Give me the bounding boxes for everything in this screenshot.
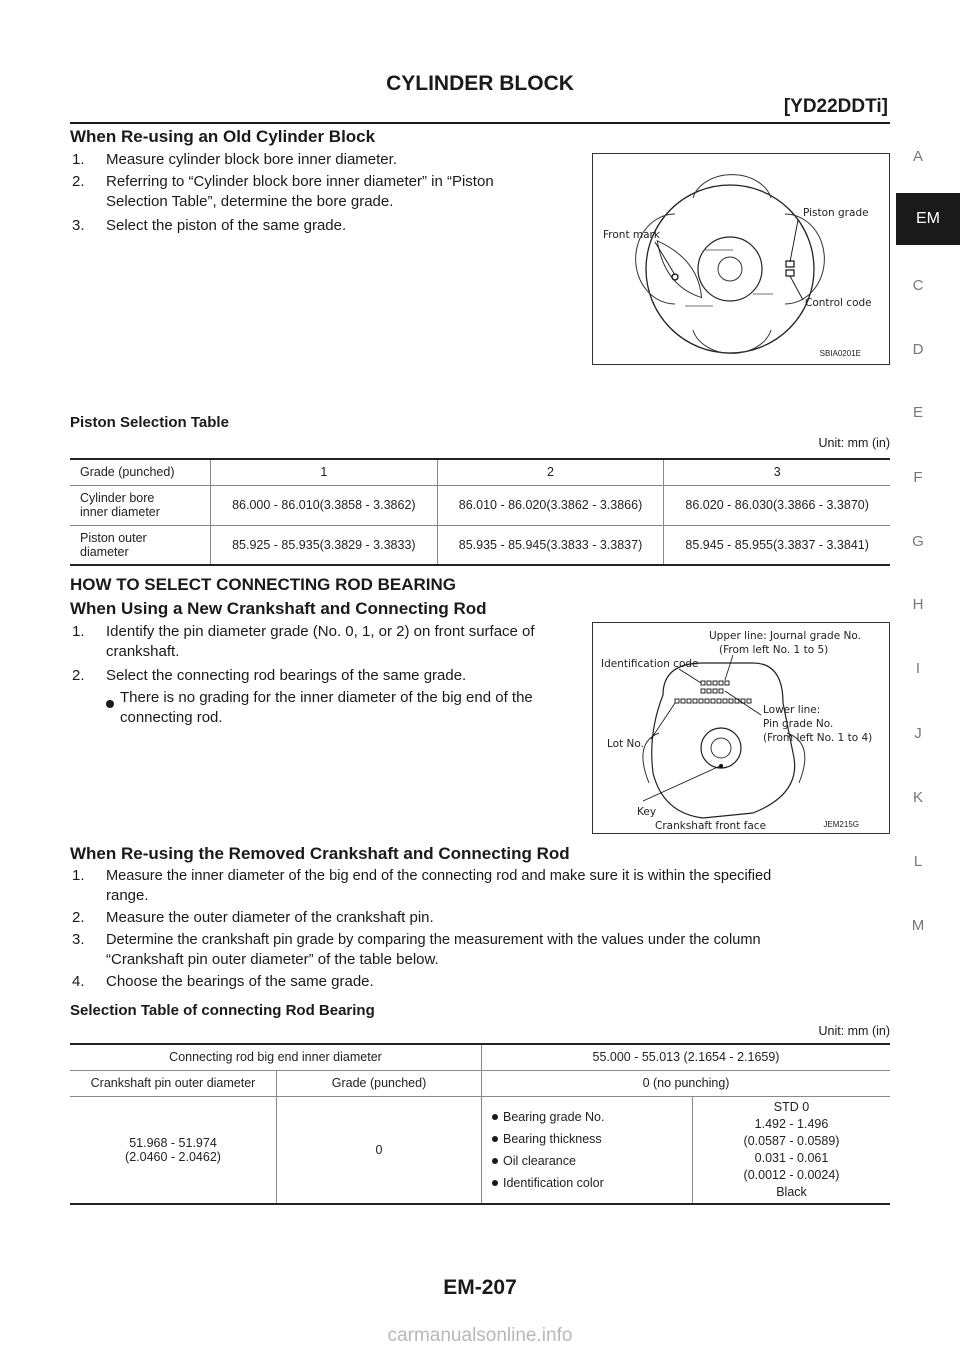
step-item: 2. Referring to “Cylinder block bore inner diameter” in “Piston Selection Table”, determine the bore grade. xyxy=(72,173,494,210)
fig-label-upper-line: Upper line: Journal grade No. xyxy=(709,630,861,642)
page-title: CYLINDER BLOCK xyxy=(386,72,574,95)
table-row: Grade (punched) 1 2 3 xyxy=(70,459,890,485)
nav-letter-e[interactable]: E xyxy=(912,404,923,421)
bullet-icon xyxy=(492,1136,498,1142)
step-item: 3. Select the piston of the same grade. xyxy=(72,217,347,234)
crankshaft-front-illustration xyxy=(593,623,889,833)
fig-label-upper-range: (From left No. 1 to 5) xyxy=(719,644,829,656)
fig-label-piston-grade: Piston grade xyxy=(803,207,869,219)
piston-grade-figure xyxy=(592,153,890,365)
bullet-icon xyxy=(106,700,114,708)
fig-label-identification-code: Identification code xyxy=(601,658,699,670)
table-row: 51.968 - 51.974 (2.0460 - 2.0462) 0 Bearing grade No. Bearing thickness Oil clearance Identification color STD 0 1.492 - 1.496 (0.0587 - 0.0589) 0.031 - 0.061 (0.0012 - 0.0024) Black xyxy=(70,1096,890,1204)
fig-label-control-code: Control code xyxy=(805,297,872,309)
bearing-selection-table xyxy=(70,1043,890,1205)
nav-letter-i[interactable]: I xyxy=(915,660,921,677)
fig-label-pin-grade: Pin grade No. xyxy=(763,718,834,730)
page-number: EM-207 xyxy=(443,1276,517,1299)
step-item: 2. Select the connecting rod bearings of the same grade. xyxy=(72,667,467,684)
bullet-icon xyxy=(492,1158,498,1164)
figure-code: JEM215G xyxy=(823,820,859,829)
bullet-icon xyxy=(492,1180,498,1186)
crankshaft-grade-figure xyxy=(592,622,890,834)
step-item: 4. Choose the bearings of the same grade. xyxy=(72,973,374,990)
engine-code: [YD22DDTi] xyxy=(783,96,888,117)
piston-selection-table xyxy=(70,458,890,566)
bearing-table-title: Selection Table of connecting Rod Bearing xyxy=(70,1002,375,1019)
nav-letter-c[interactable]: C xyxy=(912,277,924,294)
step-item: 1. Identify the pin diameter grade (No. 0, 1, or 2) on front surface of crankshaft. xyxy=(72,623,535,660)
step-item: 1. Measure the inner diameter of the big end of the connecting rod and make sure it is within the specified range. xyxy=(72,867,772,904)
figure-code: SBIA0201E xyxy=(819,349,861,358)
table-row: Piston outer diameter 85.925 - 85.935(3.3829 - 3.3833) 85.935 - 85.945(3.3833 - 3.3837) 85.945 - 85.955(3.3837 - 3.3841) xyxy=(70,525,890,565)
table-row: Connecting rod big end inner diameter 55.000 - 55.013 (2.1654 - 2.1659) xyxy=(70,1044,890,1070)
piston-table-title: Piston Selection Table xyxy=(70,414,229,431)
piston-table-unit: Unit: mm (in) xyxy=(818,436,890,450)
header-rule xyxy=(70,122,890,124)
table-row: Cylinder bore inner diameter 86.000 - 86.010(3.3858 - 3.3862) 86.010 - 86.020(3.3862 - 3.3866) 86.020 - 86.030(3.3866 - 3.3870) xyxy=(70,485,890,525)
bullet-item: There is no grading for the inner diameter of the big end of the connecting rod. xyxy=(106,688,586,732)
fig-label-lot-no: Lot No. xyxy=(607,738,644,750)
nav-letter-j[interactable]: J xyxy=(914,725,922,742)
fig-label-front-mark: Front mark xyxy=(603,229,660,241)
bullet-icon xyxy=(492,1114,498,1120)
nav-letter-d[interactable]: D xyxy=(912,341,924,358)
nav-letter-l[interactable]: L xyxy=(913,853,923,870)
nav-letter-f[interactable]: F xyxy=(913,469,923,486)
fig-label-lower-range: (From left No. 1 to 4) xyxy=(763,732,873,744)
step-item: 2. Measure the outer diameter of the crankshaft pin. xyxy=(72,909,434,926)
nav-letter-m[interactable]: M xyxy=(911,917,925,934)
section-heading-connecting-rod-bearing: HOW TO SELECT CONNECTING ROD BEARING xyxy=(70,575,456,594)
nav-letter-h[interactable]: H xyxy=(912,596,924,613)
fig-label-crankshaft-front-face: Crankshaft front face xyxy=(655,820,767,832)
bearing-table-unit: Unit: mm (in) xyxy=(818,1024,890,1038)
fig-label-lower-line: Lower line: xyxy=(763,704,821,716)
nav-letter-g[interactable]: G xyxy=(912,533,924,550)
step-item: 3. Determine the crankshaft pin grade by comparing the measurement with the values under the column “Crankshaft pin outer diameter” of the table below. xyxy=(72,931,761,968)
watermark: carmanualsonline.info xyxy=(387,1325,573,1346)
piston-top-illustration xyxy=(593,154,889,364)
section-heading-old-block: When Re-using an Old Cylinder Block xyxy=(70,127,376,146)
nav-tab-em[interactable]: EM xyxy=(896,193,960,245)
subheading-new-crankshaft: When Using a New Crankshaft and Connecting Rod xyxy=(70,599,487,618)
step-item: 1. Measure cylinder block bore inner diameter. xyxy=(72,151,397,168)
fig-label-key: Key xyxy=(637,806,657,818)
nav-letter-a[interactable]: A xyxy=(912,148,923,165)
nav-letter-k[interactable]: K xyxy=(912,789,923,806)
table-row: Crankshaft pin outer diameter Grade (punched) 0 (no punching) xyxy=(70,1070,890,1096)
subheading-removed-crankshaft: When Re-using the Removed Crankshaft and Connecting Rod xyxy=(70,844,570,863)
